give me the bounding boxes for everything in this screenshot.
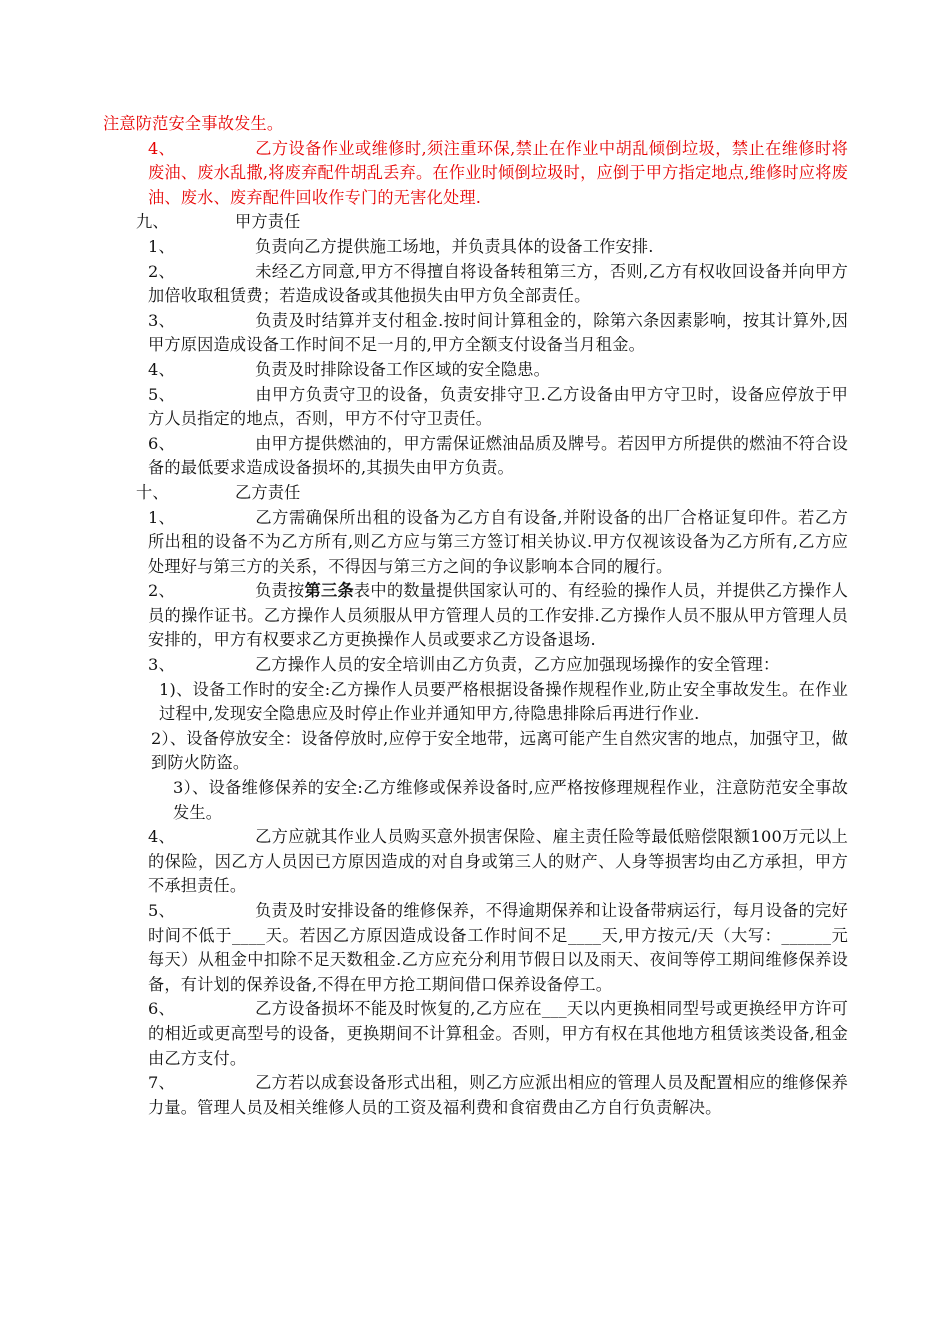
paragraph-text: 注意防范安全事故发生。	[103, 114, 284, 133]
clause-10-1	[103, 506, 848, 580]
item-number: 1、	[148, 507, 175, 527]
item-number: 4、	[148, 827, 175, 847]
item-number: 2、	[148, 261, 175, 281]
item-number: 6、	[148, 433, 175, 453]
clause-10-3	[103, 653, 848, 678]
section-number: 十、	[136, 482, 169, 502]
item-number: 1、	[148, 236, 175, 256]
item-number: 5、	[148, 384, 175, 404]
paragraph-text: 由甲方负责守卫的设备，负责安排守卫.乙方设备由甲方守卫时，设备应停放于甲方人员指定的地点，否则，甲方不付守卫责任。	[148, 384, 848, 429]
item-number: 7、	[148, 1073, 175, 1093]
clause-10-4	[103, 825, 848, 899]
clause-9-1	[103, 235, 848, 260]
item-number: 4、	[148, 359, 175, 379]
paragraph-text: 负责及时结算并支付租金.按时间计算租金的，除第六条因素影响，按其计算外,因甲方原因造成设备工作时间不足一月的,甲方全额支付设备当月租金。	[148, 310, 848, 355]
paragraph-text-pre: 负责按	[255, 581, 305, 601]
paragraph-red-item-4	[103, 137, 848, 211]
paragraph-red-tail	[103, 112, 848, 137]
paragraph-text-post: 表中的数量提供国家认可的、有经验的操作人员，并提供乙方操作人员的操作证书。乙方操作人员须服从甲方管理人员的工作安排.乙方操作人员不服从甲方管理人员安排的，甲方有权要求乙方更换操作人员或要求乙方设备退场.	[148, 581, 848, 650]
subclause-10-3-3	[103, 776, 848, 825]
subclause-10-3-1	[103, 678, 848, 727]
clause-10-6	[103, 997, 848, 1071]
paragraph-text: 乙方设备损坏不能及时恢复的,乙方应在___天以内更换相同型号或更换经甲方许可的相近或更高型号的设备，更换期间不计算租金。否则，甲方有权在其他地方租赁该类设备,租金由乙方支付。	[148, 999, 848, 1068]
section-title: 甲方责任	[235, 212, 301, 232]
bold-reference: 第三条	[304, 581, 354, 601]
paragraph-text: 乙方设备作业或维修时,须注重环保,禁止在作业中胡乱倾倒垃圾，禁止在维修时将废油、废水乱撒,将废弃配件胡乱丢弃。在作业时倾倒垃圾时，应倒于甲方指定地点,维修时应将废油、废水、废弃配件回收作专门的无害化处理.	[148, 138, 848, 207]
paragraph-text: 负责及时安排设备的维修保养，不得逾期保养和让设备带病运行，每月设备的完好时间不低于____天。若因乙方原因造成设备工作时间不足____天,甲方按元/天（大写：______元每天）从租金中扣除不足天数租金.乙方应充分利用节假日以及雨天、夜间等停工期间维修保养设备，有计划的保养设备,不得在甲方抢工期间借口保养设备停工。	[148, 901, 848, 994]
paragraph-text: 乙方应就其作业人员购买意外损害保险、雇主责任险等最低赔偿限额100万元以上的保险，因乙方人员因已方原因造成的对自身或第三人的财产、人身等损害均由乙方承担，甲方不承担责任。	[148, 827, 848, 896]
paragraph-text: 乙方操作人员的安全培训由乙方负责，乙方应加强现场操作的安全管理：	[255, 655, 780, 675]
paragraph-text: 负责向乙方提供施工场地，并负责具体的设备工作安排.	[255, 236, 654, 256]
paragraph-text: 由甲方提供燃油的，甲方需保证燃油品质及牌号。若因甲方所提供的燃油不符合设备的最低要求造成设备损坏的,其损失由甲方负责。	[148, 433, 848, 478]
clause-10-2	[103, 579, 848, 653]
item-number: 2、	[148, 581, 175, 601]
item-number: 3、	[148, 655, 175, 675]
item-number: 4、	[148, 138, 175, 158]
paragraph-text: 未经乙方同意,甲方不得擅自将设备转租第三方，否则,乙方有权收回设备并向甲方加倍收取租赁费；若造成设备或其他损失由甲方负全部责任。	[148, 261, 848, 306]
section-number: 九、	[136, 212, 169, 232]
clause-9-4	[103, 358, 848, 383]
document-body	[103, 112, 848, 1120]
clause-9-6	[103, 432, 848, 481]
item-number: 3、	[148, 310, 175, 330]
item-number: 6、	[148, 999, 175, 1019]
clause-9-5	[103, 383, 848, 432]
paragraph-text: 乙方需确保所出租的设备为乙方自有设备,并附设备的出厂合格证复印件。若乙方所出租的设备不为乙方所有,则乙方应与第三方签订相关协议.甲方仅视该设备为乙方所有,乙方应处理好与第三方的关系，不得因与第三方之间的争议影响本合同的履行。	[148, 507, 848, 576]
clause-10-7	[103, 1071, 848, 1120]
paragraph-text: 1)、设备工作时的安全:乙方操作人员要严格根据设备操作规程作业,防止安全事故发生。在作业过程中,发现安全隐患应及时停止作业并通知甲方,待隐患排除后再进行作业.	[159, 679, 848, 724]
paragraph-text: 负责及时排除设备工作区域的安全隐患。	[255, 359, 550, 379]
subclause-10-3-2	[103, 727, 848, 776]
section-title: 乙方责任	[235, 482, 301, 502]
clause-9-2	[103, 260, 848, 309]
item-number: 5、	[148, 901, 175, 920]
paragraph-text: 2）、设备停放安全：设备停放时,应停于安全地带，远离可能产生自然灾害的地点，加强守卫，做到防火防盗。	[151, 728, 848, 773]
paragraph-text: 乙方若以成套设备形式出租，则乙方应派出相应的管理人员及配置相应的维修保养力量。管理人员及相关维修人员的工资及福利费和食宿费由乙方自行负责解决。	[148, 1073, 848, 1117]
section-heading-9	[103, 210, 848, 235]
clause-9-3	[103, 309, 848, 358]
clause-10-5	[103, 899, 848, 997]
paragraph-text: 3）、设备维修保养的安全:乙方维修或保养设备时,应严格按修理规程作业，注意防范安全事故发生。	[173, 778, 848, 822]
section-heading-10	[103, 481, 848, 506]
